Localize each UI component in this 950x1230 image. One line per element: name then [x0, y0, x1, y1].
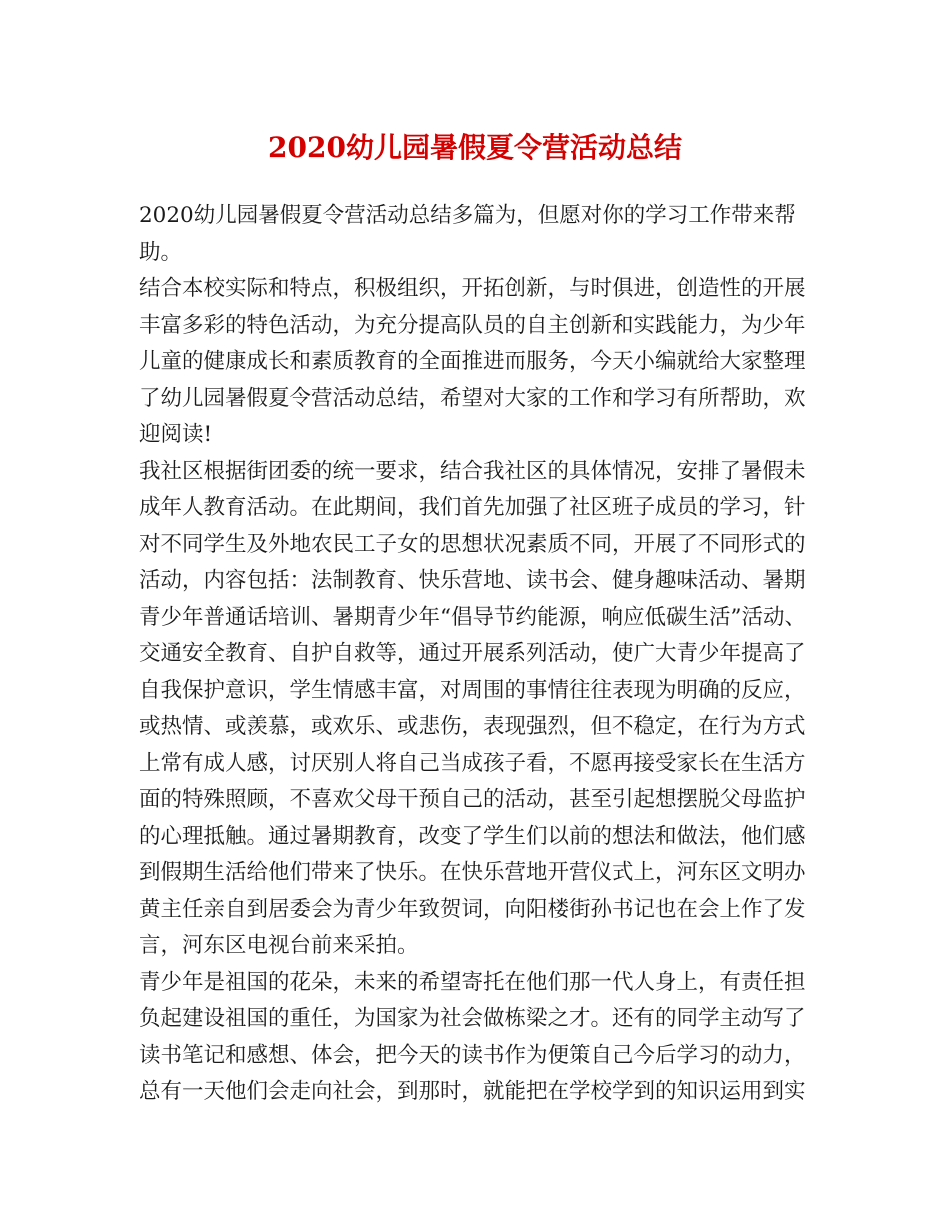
text-line: 活动，内容包括：法制教育、快乐营地、读书会、健身趣味活动、暑期	[139, 568, 806, 593]
text-line: 成年人教育活动。在此期间，我们首先加强了社区班子成员的学习，针	[139, 495, 806, 520]
text-line: 的心理抵触。通过暑期教育，改变了学生们以前的想法和做法，他们感	[139, 823, 806, 849]
text-line: 上常有成人感，讨厌别人将自己当成孩子看，不愿再接受家长在生活方	[139, 750, 806, 776]
text-line: 儿童的健康成长和素质教育的全面推进而服务，今天小编就给大家整理	[139, 349, 806, 374]
text-line: 了幼儿园暑假夏令营活动总结，希望对大家的工作和学习有所帮助，欢	[139, 385, 806, 411]
text-line: 自我保护意识，学生情感丰富，对周围的事情往往表现为明确的反应，	[139, 677, 806, 703]
text-line: 总有一天他们会走向社会，到那时，就能把在学校学到的知识运用到实	[139, 1079, 806, 1104]
text-line: 到假期生活给他们带来了快乐。在快乐营地开营仪式上，河东区文明办	[139, 860, 806, 885]
text-line: 我社区根据街团委的统一要求，结合我社区的具体情况，安排了暑假未	[139, 458, 806, 484]
text-line: 青少年是祖国的花朵，未来的希望寄托在他们那一代人身上，有责任担	[139, 969, 806, 995]
text-line: 结合本校实际和特点，积极组织，开拓创新，与时俱进，创造性的开展	[139, 276, 806, 301]
text-line: 2020幼儿园暑假夏令营活动总结多篇为，但愿对你的学习工作带来帮	[139, 203, 796, 228]
document-title: 2020幼儿园暑假夏令营活动总结	[268, 131, 682, 164]
text-line: 助。	[139, 239, 183, 265]
text-line: 言，河东区电视台前来采拍。	[139, 933, 419, 958]
text-line: 读书笔记和感想、体会，把今天的读书作为便策自己今后学习的动力，	[139, 1042, 806, 1068]
text-line: 交通安全教育、自护自救等，通过开展系列活动，使广大青少年提高了	[139, 641, 806, 666]
text-line: 对不同学生及外地农民工子女的思想状况素质不同，开展了不同形式的	[139, 531, 806, 557]
document-body	[139, 198, 839, 1111]
text-line: 负起建设祖国的重任，为国家为社会做栋梁之才。还有的同学主动写了	[139, 1006, 806, 1031]
text-line: 或热情、或羡慕，或欢乐、或悲伤，表现强烈，但不稳定，在行为方式	[139, 714, 806, 739]
text-line: 迎阅读!	[139, 422, 213, 447]
text-line: 黄主任亲自到居委会为青少年致贺词，向阳楼街孙书记也在会上作了发	[139, 896, 806, 922]
text-line: 面的特殊照顾，不喜欢父母干预自己的活动，甚至引起想摆脱父母监护	[139, 787, 806, 812]
text-line: 丰富多彩的特色活动，为充分提高队员的自主创新和实践能力，为少年	[139, 312, 806, 338]
text-line: 青少年普通话培训、暑期青少年“倡导节约能源，响应低碳生活”活动、	[139, 604, 806, 630]
